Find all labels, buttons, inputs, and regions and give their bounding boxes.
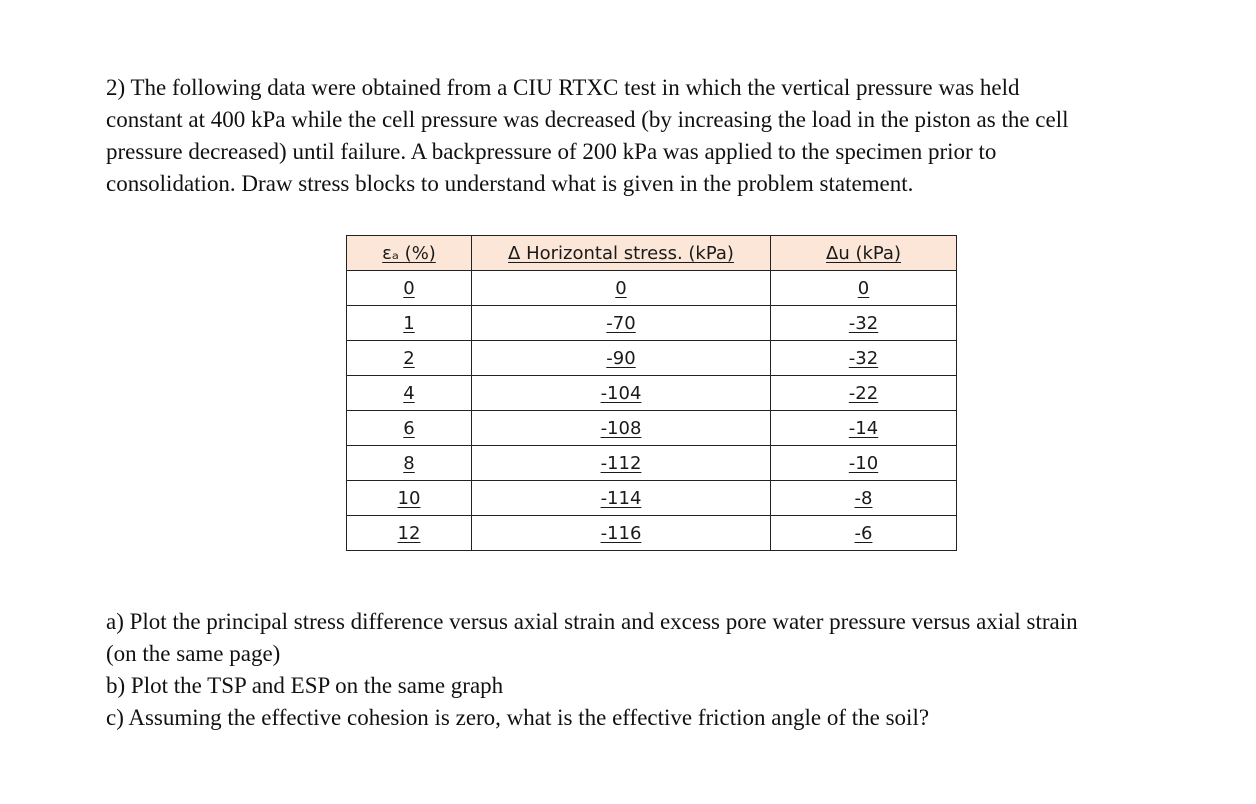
cell-pore-pressure: -32 [771, 341, 957, 376]
question-a-line-1: a) Plot the principal stress difference versus axial strain and excess pore water pressure versus axial strain [106, 609, 1078, 634]
problem-line-4: consolidation. Draw stress blocks to understand what is given in the problem statement. [106, 171, 914, 196]
table-row [347, 271, 957, 306]
cell-horizontal-stress: -108 [472, 411, 771, 446]
cell-horizontal-stress: -70 [472, 306, 771, 341]
data-table [346, 235, 957, 551]
cell-pore-pressure: -6 [771, 516, 957, 551]
cell-horizontal-stress: -116 [472, 516, 771, 551]
cell-pore-pressure: -14 [771, 411, 957, 446]
cell-pore-pressure: -22 [771, 376, 957, 411]
cell-horizontal-stress: -112 [472, 446, 771, 481]
cell-axial-strain: 4 [347, 376, 472, 411]
problem-line-3: pressure decreased) until failure. A backpressure of 200 kPa was applied to the specimen prior to [106, 139, 997, 164]
table-header-row [347, 236, 957, 271]
cell-pore-pressure: -10 [771, 446, 957, 481]
cell-axial-strain: 10 [347, 481, 472, 516]
header-horizontal-stress: Δ Horizontal stress. (kPa) [472, 236, 771, 271]
table-row [347, 411, 957, 446]
problem-line-2: constant at 400 kPa while the cell pressure was decreased (by increasing the load in the piston as the cell [106, 107, 1069, 132]
cell-axial-strain: 12 [347, 516, 472, 551]
cell-axial-strain: 1 [347, 306, 472, 341]
table-row [347, 376, 957, 411]
cell-pore-pressure: -8 [771, 481, 957, 516]
question-a-line-2: (on the same page) [106, 641, 281, 666]
cell-axial-strain: 2 [347, 341, 472, 376]
problem-line-1: 2) The following data were obtained from a CIU RTXC test in which the vertical pressure was held [106, 75, 1020, 100]
table-row [347, 341, 957, 376]
table-row [347, 481, 957, 516]
question-b: b) Plot the TSP and ESP on the same graph [106, 673, 504, 698]
cell-horizontal-stress: -90 [472, 341, 771, 376]
table-row [347, 446, 957, 481]
questions [106, 606, 1226, 734]
table-row [347, 516, 957, 551]
problem-statement [106, 72, 1216, 200]
cell-axial-strain: 0 [347, 271, 472, 306]
header-axial-strain: εₐ (%) [347, 236, 472, 271]
question-c: c) Assuming the effective cohesion is zero, what is the effective friction angle of the soil? [106, 705, 930, 730]
table-row [347, 306, 957, 341]
cell-horizontal-stress: -114 [472, 481, 771, 516]
cell-axial-strain: 6 [347, 411, 472, 446]
cell-horizontal-stress: 0 [472, 271, 771, 306]
cell-pore-pressure: -32 [771, 306, 957, 341]
cell-horizontal-stress: -104 [472, 376, 771, 411]
header-pore-pressure: Δu (kPa) [771, 236, 957, 271]
cell-axial-strain: 8 [347, 446, 472, 481]
cell-pore-pressure: 0 [771, 271, 957, 306]
